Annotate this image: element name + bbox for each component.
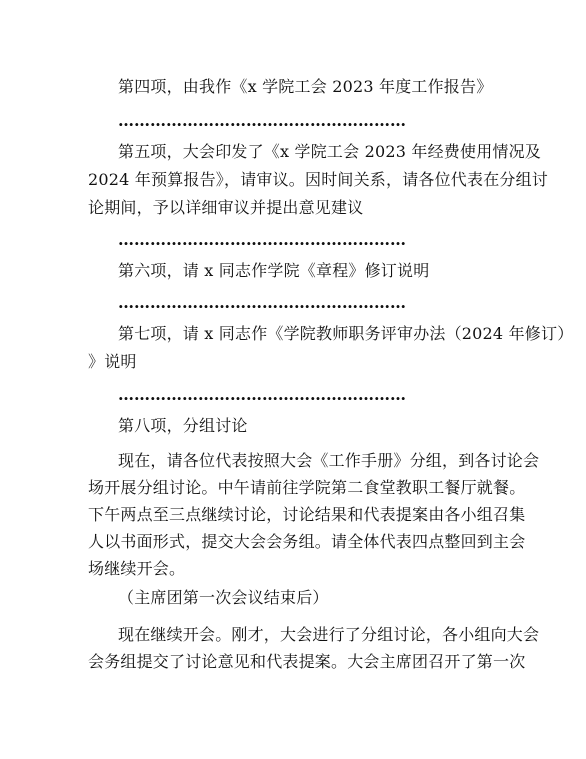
item-6-line: 第六项，请 x 同志作学院《章程》修订说明: [118, 261, 430, 280]
paragraph-1-line-2: 场开展分组讨论。中午请前往学院第二食堂教职工餐厅就餐。: [88, 478, 526, 497]
paragraph-2-line-1: 现在继续开会。刚才，大会进行了分组讨论，各小组向大会: [118, 625, 540, 644]
dotted-leader: ………………………………………………: [118, 385, 406, 404]
item-5-line-2: 2024 年预算报告》，请审议。因时间关系，请各位代表在分组讨: [88, 170, 549, 189]
item-7-line-2: 》说明: [88, 352, 137, 371]
paragraph-1-line-5: 场继续开会。: [88, 559, 186, 578]
item-5-line-3: 论期间，予以详细审议并提出意见建议: [88, 198, 364, 217]
paragraph-1-line-3: 下午两点至三点继续讨论，讨论结果和代表提案由各小组召集: [88, 505, 526, 524]
item-4-line: 第四项，由我作《x 学院工会 2023 年度工作报告》: [118, 77, 493, 96]
paragraph-1-line-1: 现在，请各位代表按照大会《工作手册》分组，到各讨论会: [118, 451, 540, 470]
paragraph-2-line-2: 会务组提交了讨论意见和代表提案。大会主席团召开了第一次: [88, 652, 526, 671]
dotted-leader: ………………………………………………: [118, 111, 406, 130]
item-7-line-1: 第七项，请 x 同志作《学院教师职务评审办法（2024 年修订）: [118, 324, 574, 343]
presidium-note: （主席团第一次会议结束后）: [118, 588, 329, 607]
item-8-heading: 第八项，分组讨论: [118, 416, 248, 435]
dotted-leader: ………………………………………………: [118, 230, 406, 249]
dotted-leader: ………………………………………………: [118, 293, 406, 312]
paragraph-1-line-4: 人以书面形式，提交大会会务组。请全体代表四点整回到主会: [88, 532, 526, 551]
item-5-line-1: 第五项，大会印发了《x 学院工会 2023 年经费使用情况及: [118, 142, 542, 161]
